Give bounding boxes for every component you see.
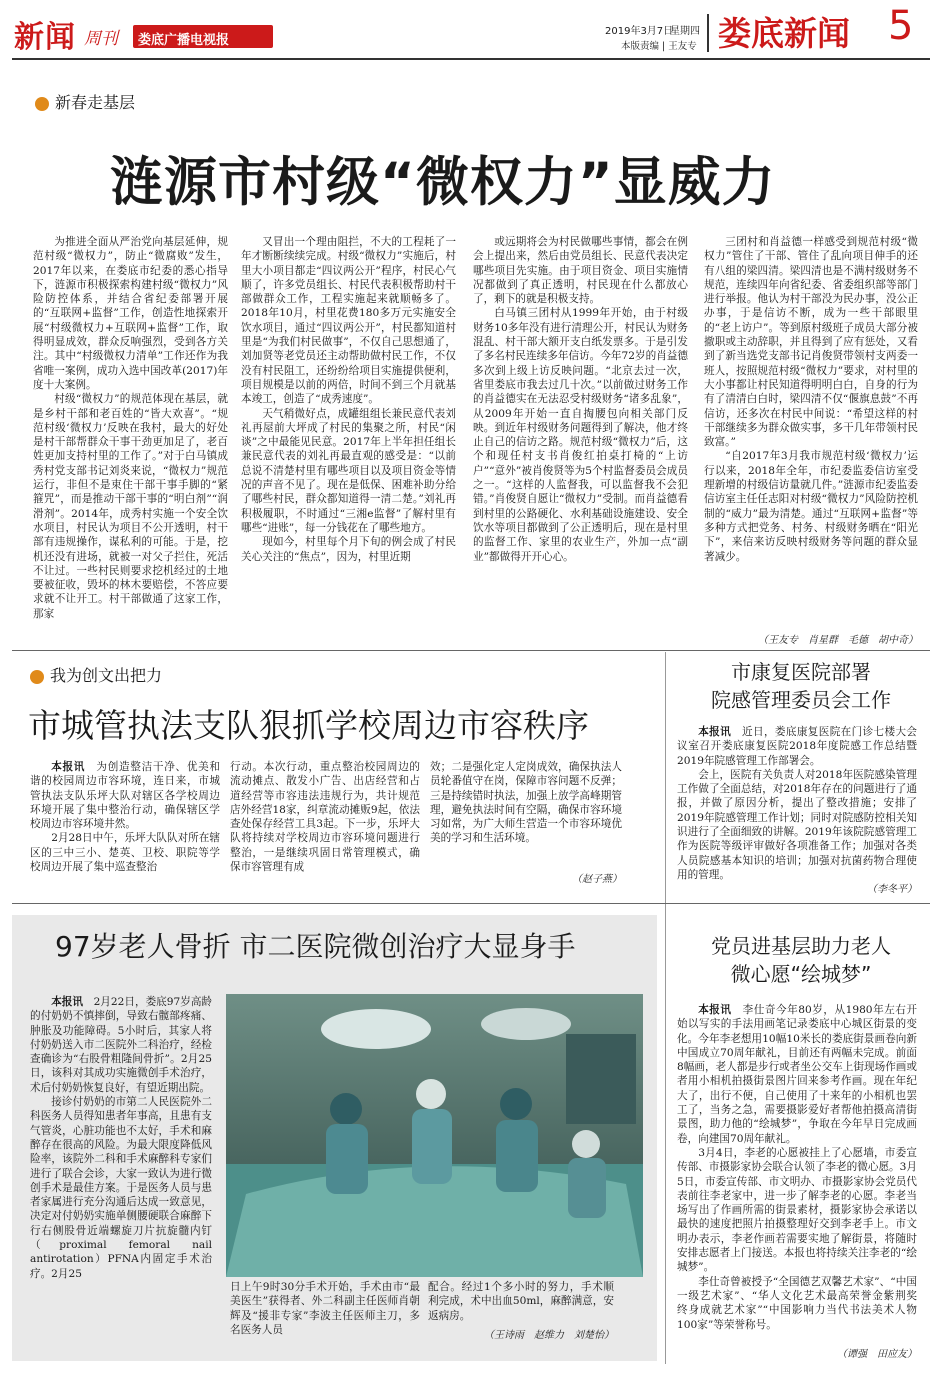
story2-col1-p1 <box>30 760 220 831</box>
story5-p3: 李仕奇曾被授予“全国德艺双馨艺术家”、“中国一级艺术家”、“华人文化艺术最高荣誉金紫荆奖 终身成就艺术家”“中国影响力当代书法美术人物100家”等荣誉称号。 <box>677 1275 928 1331</box>
story1-col3-p1: 或远期将会为村民做哪些事情，都会在例会上提出来，然后由党员组长、民意代表决定哪些项目先实施。由于项目资金、项目实施情况都做到了真正透明，村民现在什么都放心了，剩下的就是积极支持。 <box>473 236 688 306</box>
story3-p1 <box>677 725 917 768</box>
story4-col1-p1-text: 2月22日，娄底97岁高龄的付奶奶不慎摔倒，导致右髋部疼痛、肿胀及功能障碍。5小时后，其家人将付奶奶送入市二医院外二科治疗，经检查确诊为“右股骨粗隆间骨折”。2月25日，该科对其成功实施微创手术治疗，术后付奶奶恢复良好，有望近期出院。 <box>30 996 213 1094</box>
story2-col1-p2: 2月28日中午，乐坪大队队对所在辖区的三中三小、楚英、卫校、职院等学校周边开展了集中巡查整治 <box>30 832 220 874</box>
story2-col3-p1: 效；二是强化定人定岗成效，确保执法人员轮番值守在岗，保障市容问题不反弹；三是持续错时执法，加强上放学高峰期管理，避免执法时间有空隔，确保市容环境习如常，为广大师生营造一个市容环境优美的学习和生活环境。 <box>430 761 622 845</box>
story1-kicker-text: 新春走基层 <box>55 93 136 112</box>
story1-kicker <box>35 90 135 113</box>
story1-col3-p2: 白马镇三团村从1999年开始，由于村级财务10多年没有进行清理公开，村民认为财务混乱、村干部大额开支白纸发票多。于是引发了多名村民连续多年信访。今年72岁的肖益德多次到上级上访反映问题。“北京去过一次，省里娄底市我去过几十次。”以前做过财务工作的肖益德实在无法忍受村级财务“诸多乱象”，从2009年开始一直自掏腰包向相关部门反映。到近年村级财务问题得到了解决，他才终止自己的信访之路。规范村级“微权力”后，这个和现任村支书肖俊红拍桌打椅的“上访户”“意外”被肖俊贤等为5个村监督委员会成员之一。“这样的人监督我，可以监督我不会犯错。”肖俊贤自愿让“微权力”受制。而肖益德看到村里的公路硬化、水利基础设施建设、安全饮水等项目都做到了公正透明后，现在是村里的监督工作、家里的农业生产，外加一点“副业”都做得开开心心。 <box>473 307 688 563</box>
story1-col1 <box>33 235 228 645</box>
story4-byline: 本报讯 <box>51 996 83 1008</box>
story2-col2-p1: 行动。本次行动，重点整治校园周边的流动摊点、散发小广告、出店经营和占道经营等市容违法违规行为，共计规范店外经营18家，纠章流动摊贩9起，依法查处保存经营工具3起。下一步，乐坪大队将持续对学校周边市容环境问题进行整治，一是继续巩固日常管理模式，确保市容管理有成 <box>230 761 420 874</box>
page-number: 5 <box>888 3 914 49</box>
story2-byline: 本报讯 <box>51 761 86 773</box>
kicker-bullet-icon <box>30 670 44 684</box>
surgery-photo <box>226 994 643 1277</box>
brand-big: 新闻 <box>14 20 76 55</box>
story2-col3 <box>430 760 622 872</box>
story4-author: （王诗雨 赵维力 刘楚怡） <box>484 1330 614 1341</box>
rule-story1-bottom <box>12 650 930 651</box>
story2-col1 <box>30 760 220 885</box>
story3-headline-line1: 市康复医院部署 <box>731 660 871 684</box>
surgery-photo-illustration <box>226 994 643 1277</box>
section-title: 娄底新闻 <box>718 14 850 53</box>
kicker-bullet-icon <box>35 97 49 111</box>
story1-col3 <box>473 235 688 645</box>
story5-byline: 本报讯 <box>698 1004 732 1016</box>
story2-col1-p1-text: 为创造整洁干净、优美和谐的校园周边市容环境，连日来，市城管执法支队乐坪大队对辖区各学校周边环境开展了集中整治行动，确保辖区学校周边市容环境井然。 <box>30 761 221 831</box>
story5-headline-line2: 微心愿“绘城梦” <box>730 962 872 986</box>
story1-col4-p1: 三团村和肖益德一样感受到规范村级“微权力”管住了干部、管住了乱向项目伸手的还有八组的梁四清。梁四清也是不满村级财务不规范，连续四年向省纪委、省委组织部等部门进行举报。他认为村干部没为民办事，没公正办事，于是信访不断，成为一些干部眼里的“老上访户”。等到原村级班子成员大部分被撤职或主动辞职，并且得到了应有惩处，又看到了新当选党支部书记肖俊贤带领村支两委一班人，按照规范村级“微权力”要求，对村里的大小事都让村民知道得明明白白，自身的行为有了清清白白时，梁四清不仅“偃旗息鼓”不再信访，还多次在村民中间说：“希望这样的村干部继续多为群众做实事，多干几年带领村民致富。” <box>704 236 918 449</box>
story4-col1 <box>30 995 212 1340</box>
masthead-rule <box>12 58 930 60</box>
editor-credit: 本版责编 | 王友专 <box>621 41 697 52</box>
partner-name: 娄底广播电视报 <box>138 33 230 48</box>
story3-p1-text: 近日，娄底康复医院在门诊七楼大会议室召开娄底康复医院2018年度院感工作总结暨2019年院感管理工作部署会。 <box>677 726 918 767</box>
story1-headline: 涟源市村级“微权力”显威力 <box>110 152 776 213</box>
story3-byline: 本报讯 <box>698 726 732 738</box>
story5-author: （谭强 田应友） <box>837 1349 917 1360</box>
issue-date: 2019年3月7日 <box>605 26 674 37</box>
story2-author: （赵子燕） <box>572 874 622 885</box>
story1-col1-p2: 村级“微权力”的规范体现在基层，就是乡村干部和老百姓的“皆大欢喜”。“规范村级‘微权力’反映在我村，最大的好处是村干部帮群众干事干劲更加足了，老百姓更加支持村里的工作了。”对于白马镇成秀村党支部书记刘炎来说，“微权力”规范运行，非但不是束住干部干事手脚的“紧箍咒”，而是推动干部干事的“明白剂”“润滑剂”。2014年，成秀村实施一个安全饮水项目，村民认为项目不公开透明，村干部有违规操作，谋私利的可能。于是，挖机还没有进场，就被一对父子拦住，死活不让过。一些村民则要求挖机经过的土地要被征收，毁坏的林木要赔偿，不答应要求就不让开工。村干部做通了这家工作，那家 <box>33 393 228 620</box>
story4-col2 <box>230 1280 420 1350</box>
story1-author: （王友专 肖星群 毛德 胡中奇） <box>758 635 918 646</box>
brand-small: 周刊 <box>84 29 118 49</box>
story1-col1-p1: 为推进全面从严治党向基层延伸，规范村级“微权力”，防止“微腐败”发生，2017年以来，在娄底市纪委的悉心指导下，涟源市积极探索构建村级“微权力”风险防控体系，并结合省纪委部署开展的“互联网+监督”工作，创造性地探索开展“村级微权力+互联网+监督”工作，取得明显成效，群众反响强烈，受到各方关注。其中“村级微权力清单”工作还作为我省唯一案例，成功入选中国改革(2017)年度十大案例。 <box>33 236 228 391</box>
story1-col4 <box>704 235 918 630</box>
story1-col4-p2: “自2017年3月我市规范村级‘微权力’运行以来，2018年全年，市纪委监委信访室受理新增的村级信访量就几件。”涟源市纪委监委信访室主任任志阳对村级“微权力”风险防控机制的“威力”最为清楚。通过“互联网+监督”等多种方式把党务、村务、村级财务晒在“阳光下”，来信来访反映村级财务等问题的群众显著减少。 <box>704 450 918 563</box>
story4-col1-p1 <box>30 995 212 1095</box>
story2-kicker-text: 我为创文出把力 <box>50 666 163 685</box>
issue-weekday: 星期四 <box>670 26 700 37</box>
story1-col2 <box>241 235 456 645</box>
right-column-divider <box>665 652 666 1364</box>
story2-kicker <box>30 663 162 686</box>
masthead-divider <box>707 14 709 52</box>
rule-story2-bottom <box>12 903 930 904</box>
story2-col2 <box>230 760 420 885</box>
story1-col2-p1: 又冒出一个理由阻拦，不大的工程耗了一年才断断续续完成。村级“微权力”实施后，村里大小项目都走“四议两公开”程序，村民心气顺了，许多党员组长、村民代表积极帮助村干部做群众工作，工程实施起来就顺畅多了。2018年10月，村里花费180多万元实施安全饮水项目，通过“四议两公开”，村民都知道村里是“为我们村民做事”，不仅自己思想通了，刘加贤等老党员还主动帮助做村民工作，不仅没有村民阻工，还纷纷给项目实施提供便利，项目规模是以前的两倍，时间不到三个月就基本竣工，创造了“成秀速度”。 <box>241 236 456 406</box>
story4-col2-p1: 日上午9时30分手术开始，手术由市“最美医生”获得者、外二科副主任医师肖朝辉及“援非专家”李波主任医师主刀，多名医务人员 <box>230 1281 420 1336</box>
story1-col2-p2: 天气稍微好点，成罐组组长兼民意代表刘礼再屋前大坪成了村民的集聚之所，村民“闲谈”之中最能见民意。2017年上半年担任组长兼民意代表的刘礼再最直观的感受是：“以前总说不清楚村里有哪些项目以及项目资金等情况的声音不见了。现在是低保、困难补助分给了哪些村民，群众都知道得一清二楚。”刘礼再积极履职，不时通过“三湘e监督”了解村里有哪些“进账”，每一分钱花在了哪些地方。 <box>241 407 456 534</box>
story1-col2-p3: 现如今，村里每个月下旬的例会成了村民关心关注的“焦点”，因为，村里近期 <box>241 536 456 563</box>
story3-author: （李冬平） <box>867 884 917 895</box>
story4-col3 <box>428 1280 614 1325</box>
story3-headline-line2: 院感管理委员会工作 <box>711 688 891 712</box>
story5-p1 <box>677 1003 917 1146</box>
story3-body <box>677 725 918 881</box>
story4-headline: 97岁老人骨折 市二医院微创治疗大显身手 <box>55 930 576 963</box>
story5-p2: 3月4日，李老的心愿被挂上了心愿墙，市委宣传部、市摄影家协会联合认领了李老的微心愿。3月5日，市委宣传部、市文明办、市摄影家协会党员代表前往李老家中，进一步了解李老的心愿。李老当场写出了作画所需的街景素材，摄影家协会承诺以最快的速度把照片拍摄整理好交到李老手上。市文明办表示，李老作画若需要实地了解街景，将随时安排志愿者上门接送。本报也将持续关注李老的“绘城梦”。 <box>677 1146 917 1274</box>
story4-col3-p1: 配合。经过1个多小时的努力，手术顺利完成，术中出血50ml，麻醉满意，安返病房。 <box>428 1281 614 1322</box>
story3-p2: 会上，医院有关负责人对2018年医院感染管理工作做了全面总结，对2018年存在的问题进行了通报，并做了原因分析，提出了整改措施；安排了2019年院感管理工作计划；同时对院感防控相关知识进行了全面细致的讲解。2019年该院院感管理工作为医院等级评审做好各项准备工作；加强对各类人员院感基本知识的培训；加强对抗菌药物合理使用的管理。 <box>677 768 917 881</box>
story5-headline-line1: 党员进基层助力老人 <box>711 934 891 958</box>
story2-headline: 市城管执法支队狠抓学校周边市容秩序 <box>28 706 589 745</box>
story5-p1-text: 李仕奇今年80岁，从1980年左右开始以写实的手法用画笔记录娄底中心城区街景的变化。今年李老想用10幅10米长的娄底街景画卷向新中国成立70周年献礼，目前还有两幅未完成。前面8幅画，老人都是步行或者坐公交车上街现场作画或者用小相机拍摄街景图片回来参考作画。现在年纪大了，出行不便，自己使用了十来年的小相机也罢工了，当务之急，需要摄影爱好者帮他拍摄高清街景图，助力他的“绘城梦”，争取在今年早日完成画卷，向建国70周年献礼。 <box>677 1004 918 1145</box>
story5-body <box>677 1003 928 1343</box>
story4-col1-p2: 接诊付奶奶的市第二人民医院外二科医务人员得知患者年事高，且患有支气管炎，心脏功能也不太好，手术和麻醉存在很高的风险。为最大限度降低风险率，该院外二科和手术麻醉科专家们进行了联合会诊，大家一致认为进行微创手术是最佳方案。于是医务人员与患者家属进行充分沟通后达成一致意见，决定对付奶奶实施单侧腰硬联合麻醉下行右侧股骨近端螺旋刀片抗旋髓内钉（proximal femoral nail antirotation）PFNA内固定手术治疗。2月25 <box>30 1096 212 1280</box>
